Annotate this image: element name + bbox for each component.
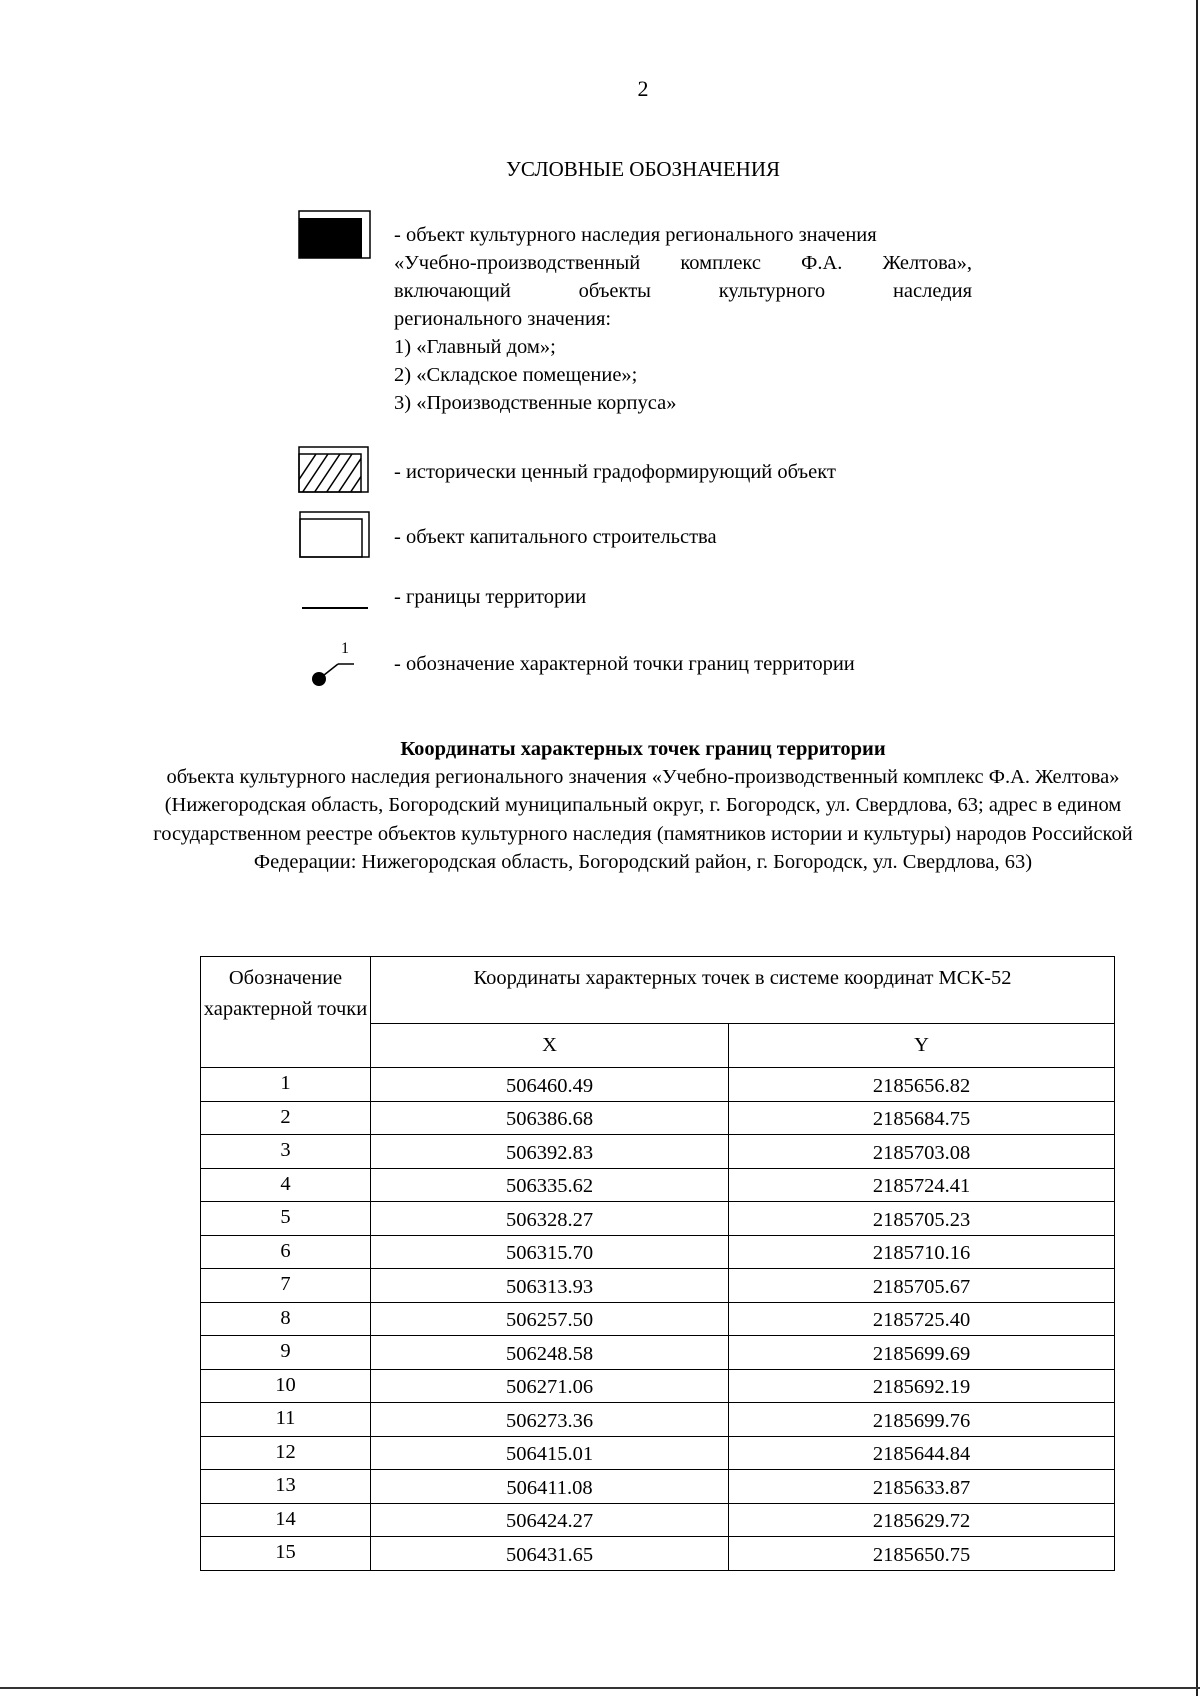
cell-x: 506415.01 <box>371 1436 729 1470</box>
header-coords: Координаты характерных точек в системе координат МСК-52 <box>371 957 1115 1024</box>
cell-y: 2185703.08 <box>729 1135 1115 1169</box>
page-edge <box>1196 0 1198 1696</box>
coordinates-title: Координаты характерных точек границ территории <box>400 738 886 760</box>
cell-point: 3 <box>201 1135 371 1169</box>
legend-line: 3) «Производственные корпуса» <box>394 392 677 414</box>
table-row <box>201 1235 1115 1269</box>
point-marker-label: 1 <box>341 640 349 657</box>
legend-line: регионального значения: <box>394 308 612 330</box>
cell-point: 10 <box>201 1369 371 1403</box>
cell-point: 7 <box>201 1269 371 1303</box>
cell-y: 2185705.23 <box>729 1202 1115 1236</box>
cell-x: 506335.62 <box>371 1168 729 1202</box>
cell-point: 11 <box>201 1403 371 1437</box>
solid-line-icon <box>302 607 368 609</box>
legend-item-capital: - объект капитального строительства <box>394 526 717 548</box>
cell-x: 506273.36 <box>371 1403 729 1437</box>
legend-item-heritage <box>394 221 972 417</box>
cell-x: 506328.27 <box>371 1202 729 1236</box>
table-row <box>201 1537 1115 1571</box>
cell-y: 2185656.82 <box>729 1068 1115 1102</box>
cell-y: 2185633.87 <box>729 1470 1115 1504</box>
table-row <box>201 1135 1115 1169</box>
coordinates-table <box>200 956 1115 1571</box>
cell-y: 2185705.67 <box>729 1269 1115 1303</box>
legend-line: 1) «Главный дом»; <box>394 336 556 358</box>
cell-point: 9 <box>201 1336 371 1370</box>
cell-point: 5 <box>201 1202 371 1236</box>
cell-point: 2 <box>201 1101 371 1135</box>
cell-y: 2185699.69 <box>729 1336 1115 1370</box>
coordinates-subtitle: объекта культурного наследия регионального значения «Учебно-производственный комплекс Ф.А. Желтова» (Нижегородская область, Богородский муниципальный округ, г. Богородск, ул. Свердлова, 63; адрес в едином государственном реестре объектов культурного наследия (памятников истории и культуры) народов Российской Федерации: Нижегородская область, Богородский район, г. Богородск, ул. Свердлова, 63) <box>153 766 1133 873</box>
page-edge <box>0 1687 1200 1689</box>
legend-item-historic: - исторически ценный градоформирующий объект <box>394 461 836 483</box>
header-y: Y <box>729 1024 1115 1068</box>
cell-x: 506248.58 <box>371 1336 729 1370</box>
filled-black-box-icon <box>298 210 372 260</box>
cell-x: 506460.49 <box>371 1068 729 1102</box>
cell-point: 8 <box>201 1302 371 1336</box>
legend-line: включающий объекты культурного наследия <box>394 280 972 302</box>
table-row <box>201 1436 1115 1470</box>
table-row <box>201 1068 1115 1102</box>
header-point: Обозначение характерной точки <box>201 957 371 1068</box>
cell-x: 506411.08 <box>371 1470 729 1504</box>
cell-y: 2185650.75 <box>729 1537 1115 1571</box>
cell-y: 2185724.41 <box>729 1168 1115 1202</box>
table-row <box>201 1503 1115 1537</box>
hatched-box-icon <box>298 446 370 494</box>
cell-y: 2185725.40 <box>729 1302 1115 1336</box>
table-row <box>201 1369 1115 1403</box>
header-x: X <box>371 1024 729 1068</box>
cell-x: 506313.93 <box>371 1269 729 1303</box>
cell-x: 506392.83 <box>371 1135 729 1169</box>
legend-line: 2) «Складское помещение»; <box>394 364 638 386</box>
table-row <box>201 1101 1115 1135</box>
legend-line: «Учебно-производственный комплекс Ф.А. Желтова», <box>394 252 972 274</box>
cell-y: 2185710.16 <box>729 1235 1115 1269</box>
empty-box-icon <box>299 511 371 559</box>
table-row <box>201 1202 1115 1236</box>
table-row <box>201 1403 1115 1437</box>
cell-x: 506315.70 <box>371 1235 729 1269</box>
cell-y: 2185644.84 <box>729 1436 1115 1470</box>
point-marker-icon <box>310 642 370 690</box>
cell-point: 15 <box>201 1537 371 1571</box>
legend-title: УСЛОВНЫЕ ОБОЗНАЧЕНИЯ <box>505 157 781 181</box>
cell-point: 4 <box>201 1168 371 1202</box>
cell-point: 1 <box>201 1068 371 1102</box>
cell-x: 506386.68 <box>371 1101 729 1135</box>
cell-x: 506431.65 <box>371 1537 729 1571</box>
cell-x: 506424.27 <box>371 1503 729 1537</box>
legend-item-point: - обозначение характерной точки границ территории <box>394 653 855 675</box>
page-number: 2 <box>637 76 649 101</box>
table-row <box>201 1168 1115 1202</box>
cell-point: 14 <box>201 1503 371 1537</box>
legend-item-boundary: - границы территории <box>394 586 587 608</box>
cell-x: 506271.06 <box>371 1369 729 1403</box>
coordinates-heading <box>150 735 1136 876</box>
cell-y: 2185692.19 <box>729 1369 1115 1403</box>
table-row <box>201 1302 1115 1336</box>
cell-point: 6 <box>201 1235 371 1269</box>
cell-y: 2185684.75 <box>729 1101 1115 1135</box>
legend-line: - объект культурного наследия регионального значения <box>394 224 877 246</box>
cell-x: 506257.50 <box>371 1302 729 1336</box>
table-row <box>201 1269 1115 1303</box>
cell-y: 2185629.72 <box>729 1503 1115 1537</box>
cell-point: 12 <box>201 1436 371 1470</box>
cell-y: 2185699.76 <box>729 1403 1115 1437</box>
cell-point: 13 <box>201 1470 371 1504</box>
table-row <box>201 1470 1115 1504</box>
table-row <box>201 1336 1115 1370</box>
